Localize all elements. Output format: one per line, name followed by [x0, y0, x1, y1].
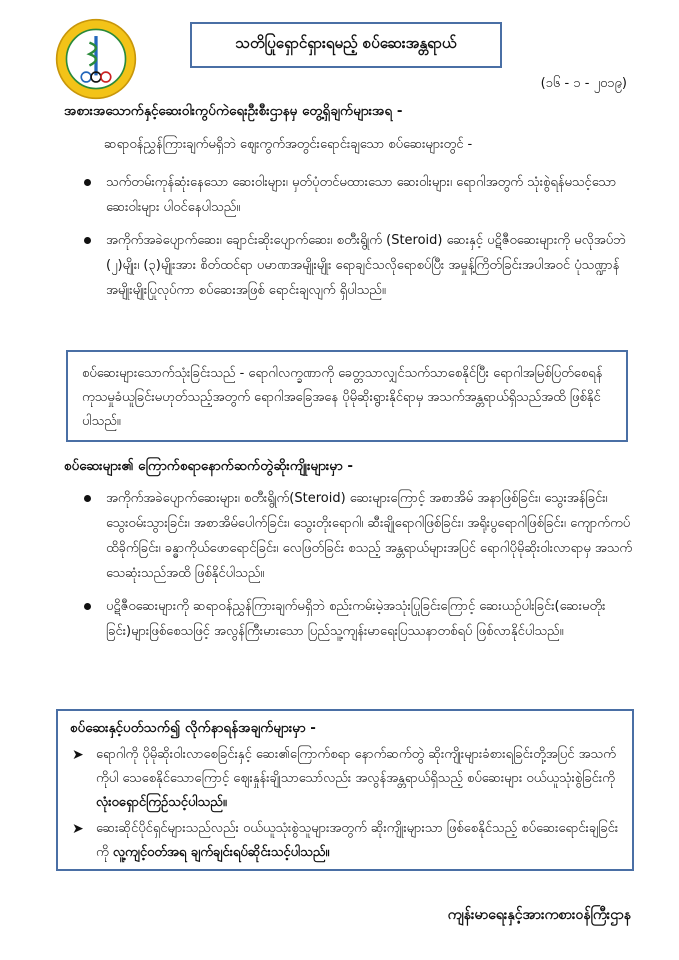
bullet-icon: [84, 495, 91, 502]
findings-list: [78, 170, 638, 311]
side-effects-list: [78, 486, 638, 652]
list-item: [78, 228, 638, 303]
warning-note: စပ်ဆေးများသောက်သုံးခြင်းသည် - ရောဂါလက္ခဏာကို ခေတ္တသာလျှင်သက်သာစေနိုင်ပြီး ရောဂါအမြစ်ပြတ်စေရန် ကုသမှုခံယူခြင်းမဟုတ်သည့်အတွက် ရောဂါအခြေအနေ ပိုမိုဆိုးရွားနိုင်ရာမှ အသက်အန္တရာယ်ရှိသည်အထိ ဖြစ်နိုင်ပါသည်။: [66, 350, 628, 442]
bullet-icon: [84, 237, 91, 244]
advice-list: [70, 743, 620, 865]
advice-box: [56, 709, 634, 871]
advice-heading: စပ်ဆေးနှင့်ပတ်သက်၍ လိုက်နာရန်အချက်များမှာ -: [70, 720, 316, 736]
ministry-logo: [55, 18, 137, 100]
advice-emphasis: လူ့ကျင့်ဝတ်အရ ချက်ချင်းရပ်ဆိုင်းသင့်ပါသည်။: [112, 845, 330, 860]
arrow-bullet-icon: ➤: [72, 747, 84, 763]
list-item-text: အကိုက်အခဲပျောက်ဆေး၊ ချောင်းဆိုးပျောက်ဆေး၊ စတီးရွိုက် (Steroid) ဆေးနှင့် ပဋိဇီဝဆေးများကို မလိုအပ်ဘဲ (၂)မျိုး၊ (၃)မျိုးအား စိတ်ထင်ရာ ပမာဏအမျိုးမျိုး ရောချင်သလိုရောစပ်ပြီး အမှုန့်ကြိတ်ခြင်းအပါအဝင် ပုံသဏ္ဍာန်အမျိုးမျိုးပြုလုပ်ကာ စပ်ဆေးအဖြစ် ရောင်းချလျက် ရှိပါသည်။: [106, 233, 626, 298]
section-heading-findings: အစားအသောက်နှင့်ဆေးဝါးကွပ်ကဲရေးဦးစီးဌာနမှ တွေ့ရှိချက်များအရ -: [64, 103, 403, 119]
list-item: [70, 743, 620, 815]
list-item: [70, 817, 620, 865]
bullet-icon: [84, 179, 91, 186]
advice-text: ဆေးဆိုင်ပိုင်ရှင်များသည်လည်း ဝယ်ယူသုံးစွဲသူများအတွက် ဆိုးကျိုးများသာ ဖြစ်စေနိုင်သည့် စပ်ဆေးရောင်းချခြင်းကို: [96, 821, 619, 860]
list-item-text: ပဋိဇီဝဆေးများကို ဆရာဝန်ညွှန်ကြားချက်မရှိဘဲ စည်းကမ်းမဲ့အသုံးပြုခြင်းကြောင့် ဆေးယဉ်ပါးခြင်း(ဆေးမတိုးခြင်း)များဖြစ်စေသဖြင့် အလွန်ကြီးမားသော ပြည်သူ့ကျန်းမာရေးပြဿနာတစ်ရပ် ဖြစ်လာနိုင်ပါသည်။: [106, 599, 606, 639]
advice-emphasis: လုံးဝရှောင်ကြဉ်သင့်ပါသည်။: [96, 795, 227, 810]
issuer-signature: ကျန်းမာရေးနှင့်အားကစားဝန်ကြီးဌာန: [447, 907, 631, 923]
advice-text: ရောဂါကို ပိုမိုဆိုးဝါးလာစေခြင်းနှင့် ဆေး၏ကြောက်စရာ နောက်ဆက်တွဲ ဆိုးကျိုးများခံစားရခြင်းတို့အပြင် အသက်ကိုပါ သေစေနိုင်သောကြောင့် ဈေးနှုန်းချိုသာသော်လည်း အလွန်အန္တရာယ်ရှိသည့် စပ်ဆေးများ ဝယ်ယူသုံးစွဲခြင်းကို: [96, 747, 616, 786]
date: (၁၆ - ၁ - ၂၀၁၉): [540, 76, 627, 91]
arrow-bullet-icon: ➤: [72, 821, 84, 837]
list-item-text: အကိုက်အခဲပျောက်ဆေးများ၊ စတီးရွိုက်(Steroid) ဆေးများကြောင့် အစာအိမ် အနာဖြစ်ခြင်း၊ သွေးအန်ခြင်း၊ သွေးဝမ်းသွားခြင်း၊ အစာအိမ်ပေါက်ခြင်း၊ သွေးတိုးရောဂါ၊ ဆီးချိုရောဂါဖြစ်ခြင်း၊ အရိုးပွရောဂါဖြစ်ခြင်း၊ ကျောက်ကပ်ထိခိုက်ခြင်း၊ ခန္ဓာကိုယ်ဖောရောင်ခြင်း၊ လေဖြတ်ခြင်း စသည့် အန္တရာယ်များအပြင် ရောဂါပိုမိုဆိုးဝါးလာရာမှ အသက်သေဆုံးသည်အထိ ဖြစ်နိုင်ပါသည်။: [106, 491, 633, 581]
list-item: [78, 170, 638, 220]
findings-intro: ဆရာဝန်ညွှန်ကြားချက်မရှိဘဲ ဈေးကွက်အတွင်းရောင်းချသော စပ်ဆေးများတွင် -: [104, 137, 473, 152]
bullet-icon: [84, 603, 91, 610]
list-item: [78, 594, 638, 644]
page-title: သတိပြုရှောင်ရှားရမည့် စပ်ဆေးအန္တရာယ်: [190, 22, 502, 68]
list-item-text: သက်တမ်းကုန်ဆုံးနေသော ဆေးဝါးများ၊ မှတ်ပုံတင်မထားသော ဆေးဝါးများ၊ ရောဂါအတွက် သုံးစွဲရန်မသင့်သော ဆေးဝါးများ ပါဝင်နေပါသည်။: [106, 175, 617, 215]
list-item: [78, 486, 638, 586]
section-heading-side-effects: စပ်ဆေးများ၏ ကြောက်စရာနောက်ဆက်တွဲဆိုးကျိုးများမှာ -: [64, 458, 353, 474]
